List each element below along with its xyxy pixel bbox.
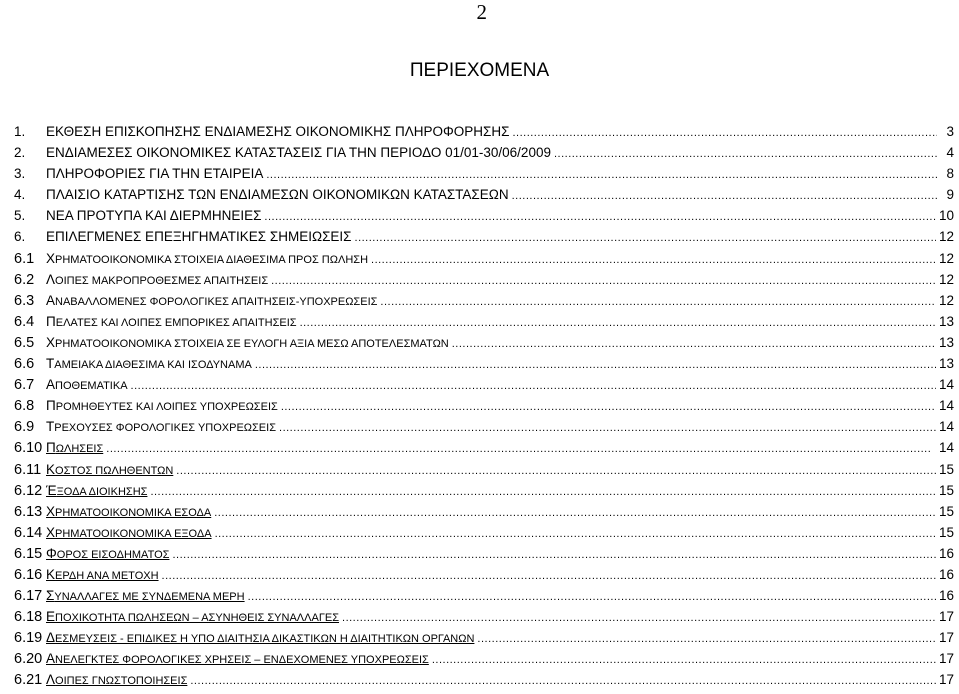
toc-subentry[interactable] [14,672,954,693]
dot-leader [266,169,937,181]
toc-subentry[interactable] [14,398,954,419]
toc-subentry[interactable] [14,588,954,609]
entry-title: ΚΟΣΤΟΣ ΠΩΛΗΘΕΝΤΩΝ [46,461,174,477]
entry-page: 12 [938,229,954,245]
entry-number: 4. [14,187,26,203]
entry-page: 16 [938,545,954,561]
dot-leader [432,654,936,666]
entry-number: 6.19 [14,630,43,647]
dot-leader [342,612,936,624]
entry-title: ΕΚΘΕΣΗ ΕΠΙΣΚΟΠΗΣΗΣ ΕΝΔΙΑΜΕΣΗΣ ΟΙΚΟΝΟΜΙΚΗΣ ΠΛΗΡΟΦΟΡΗΣΗΣ [46,124,510,139]
entry-title: ΧΡΗΜΑΤΟΟΙΚΟΝΟΜΙΚΑ ΕΞΟΔΑ [46,524,212,540]
toc-subentry[interactable] [14,567,954,588]
entry-title: ΠΛΗΡΟΦΟΡΙΕΣ ΓΙΑ ΤΗΝ ΕΤΑΙΡΕΙΑ [46,166,264,182]
dot-leader [554,148,937,160]
dot-leader [281,401,936,413]
dot-leader [300,317,936,329]
toc-entry[interactable] [14,166,954,187]
entry-title: ΛΟΙΠΕΣ ΓΝΩΣΤΟΠΟΙΗΣΕΙΣ [46,672,188,688]
toc-subentry[interactable] [14,251,954,272]
toc-subentry[interactable] [14,651,954,672]
entry-number: 2. [14,145,26,161]
entry-page: 15 [938,461,954,477]
entry-title: ΑΝΑΒΑΛΛΟΜΕΝΕΣ ΦΟΡΟΛΟΓΙΚΕΣ ΑΠΑΙΤΗΣΕΙΣ-ΥΠΟΧΡΕΩΣΕΙΣ [46,292,378,308]
entry-number: 6.5 [14,334,35,351]
dot-leader [255,359,936,371]
entry-number: 6.14 [14,524,43,541]
entry-number: 6.20 [14,651,43,668]
dot-leader [215,528,936,540]
entry-page: 13 [938,334,954,350]
toc-subentry[interactable] [14,440,954,461]
entry-number: 6.7 [14,377,35,394]
dot-leader [477,633,936,645]
table-of-contents [14,124,954,694]
entry-number: 1. [14,124,26,139]
entry-page: 12 [938,292,954,308]
dot-leader [279,422,936,434]
entry-page: 13 [938,313,954,329]
toc-subentry[interactable] [14,546,954,567]
entry-title: ΧΡΗΜΑΤΟΟΙΚΟΝΟΜΙΚΑ ΣΤΟΙΧΕΙΑ ΔΙΑΘΕΣΙΜΑ ΠΡΟΣ ΠΩΛΗΣΗ [46,250,369,266]
toc-entry[interactable] [14,187,954,208]
entry-title: ΧΡΗΜΑΤΟΟΙΚΟΝΟΜΙΚΑ ΣΤΟΙΧΕΙΑ ΣΕ ΕΥΛΟΓΗ ΑΞΙΑ ΜΕΣΩ ΑΠΟΤΕΛΕΣΜΑΤΩΝ [46,334,449,350]
dot-leader [172,549,936,561]
dot-leader [452,338,936,350]
entry-page: 14 [938,419,954,435]
toc-entry[interactable] [14,145,954,166]
entry-page: 9 [946,187,954,203]
entry-number: 6.17 [14,588,43,605]
dot-leader [512,127,937,139]
entry-number: 6.9 [14,419,35,436]
dot-leader [371,254,936,266]
entry-page: 15 [938,503,954,519]
entry-number: 6.2 [14,271,35,288]
entry-number: 6.8 [14,398,35,415]
toc-subentry[interactable] [14,609,954,630]
entry-number: 6.12 [14,482,43,499]
toc-subentry[interactable] [14,419,954,440]
entry-number: 6.16 [14,566,43,583]
dot-leader [162,570,936,582]
entry-page: 12 [938,250,954,266]
entry-title: ΑΝΕΛΕΓΚΤΕΣ ΦΟΡΟΛΟΓΙΚΕΣ ΧΡΗΣΕΙΣ – ΕΝΔΕΧΟΜΕΝΕΣ ΥΠΟΧΡΕΩΣΕΙΣ [46,651,429,667]
entry-title: ΕΠΙΛΕΓΜΕΝΕΣ ΕΠΕΞΗΓΗΜΑΤΙΚΕΣ ΣΗΜΕΙΩΣΕΙΣ [46,229,352,245]
entry-page: 3 [946,124,954,139]
entry-page: 17 [938,672,954,688]
entry-title: ΧΡΗΜΑΤΟΟΙΚΟΝΟΜΙΚΑ ΕΣΟΔΑ [46,503,212,519]
entry-page: 13 [938,356,954,372]
entry-page: 14 [938,398,954,414]
entry-number: 6. [14,229,26,245]
dot-leader [176,465,936,477]
dot-leader [214,507,936,519]
entry-number: 6.1 [14,250,35,267]
toc-subentry[interactable] [14,272,954,293]
entry-number: 6.6 [14,356,35,373]
page-number: 2 [476,0,487,24]
toc-entry[interactable] [14,124,954,145]
toc-subentry[interactable] [14,483,954,504]
entry-page: 8 [946,166,954,182]
toc-subentry[interactable] [14,630,954,651]
entry-page: 12 [938,271,954,287]
entry-title: ΝΕΑ ΠΡΟΤΥΠΑ ΚΑΙ ΔΙΕΡΜΗΝΕΙΕΣ [46,208,262,224]
entry-page: 17 [938,651,954,667]
toc-subentry[interactable] [14,525,954,546]
entry-number: 6.10 [14,440,43,457]
toc-subentry[interactable] [14,293,954,314]
entry-page: 17 [938,630,954,646]
dot-leader [106,443,936,455]
entry-title: ΛΟΙΠΕΣ ΜΑΚΡΟΠΡΟΘΕΣΜΕΣ ΑΠΑΙΤΗΣΕΙΣ [46,271,269,287]
entry-title: ΠΡΟΜΗΘΕΥΤΕΣ ΚΑΙ ΛΟΙΠΕΣ ΥΠΟΧΡΕΩΣΕΙΣ [46,398,278,414]
entry-number: 6.11 [14,461,42,478]
entry-title: ΠΩΛΗΣΕΙΣ [46,440,104,456]
dot-leader [190,675,936,687]
dot-leader [150,486,936,498]
entry-number: 6.21 [14,672,43,689]
entry-title: ΦΟΡΟΣ ΕΙΣΟΔΗΜΑΤΟΣ [46,545,170,561]
entry-title: ΑΠΟΘΕΜΑΤΙΚΑ [46,377,128,393]
toc-subentry[interactable] [14,462,954,483]
entry-title: ΣΥΝΑΛΛΑΓΕΣ ΜΕ ΣΥΝΔΕΜΕΝΑ ΜΕΡΗ [46,588,245,604]
toc-entry[interactable] [14,208,954,229]
entry-title: ΤΡΕΧΟΥΣΕΣ ΦΟΡΟΛΟΓΙΚΕΣ ΥΠΟΧΡΕΩΣΕΙΣ [46,419,277,435]
entry-number: 6.3 [14,292,35,309]
dot-leader [512,190,937,202]
entry-page: 14 [938,377,954,393]
dot-leader [248,591,936,603]
entry-page: 16 [938,588,954,604]
toc-heading: ΠΕΡΙΕΧΟΜΕΝΑ [409,60,550,81]
entry-page: 14 [938,440,954,456]
entry-number: 6.18 [14,609,43,626]
entry-number: 6.4 [14,313,35,330]
dot-leader [264,211,936,223]
entry-title: ΈΞΟΔΑ ΔΙΟΙΚΗΣΗΣ [46,482,148,498]
toc-subentry[interactable] [14,504,954,525]
dot-leader [271,275,936,287]
entry-page: 17 [938,609,954,625]
entry-title: ΔΕΣΜΕΥΣΕΙΣ - ΕΠΙΔΙΚΕΣ Η ΥΠΟ ΔΙΑΙΤΗΣΙΑ ΔΙΚΑΣΤΙΚΩΝ Η ΔΙΑΙΤΗΤΙΚΩΝ ΟΡΓΑΝΩΝ [46,630,475,646]
entry-title: ΚΕΡΔΗ ΑΝΑ ΜΕΤΟΧΗ [46,566,159,582]
toc-subentry[interactable] [14,356,954,377]
entry-title: ΕΠΟΧΙΚΟΤΗΤΑ ΠΩΛΗΣΕΩΝ – ΑΣΥΝΗΘΕΙΣ ΣΥΝΑΛΛΑΓΕΣ [46,609,340,625]
entry-title: ΠΛΑΙΣΙΟ ΚΑΤΑΡΤΙΣΗΣ ΤΩΝ ΕΝΔΙΑΜΕΣΩΝ ΟΙΚΟΝΟΜΙΚΩΝ ΚΑΤΑΣΤΑΣΕΩΝ [46,187,509,203]
entry-page: 15 [938,524,954,540]
entry-title: ΠΕΛΑΤΕΣ ΚΑΙ ΛΟΙΠΕΣ ΕΜΠΟΡΙΚΕΣ ΑΠΑΙΤΗΣΕΙΣ [46,313,297,329]
entry-number: 6.15 [14,545,43,562]
entry-page: 16 [938,566,954,582]
toc-entry[interactable] [14,229,954,250]
dot-leader [355,232,936,244]
dot-leader [131,380,936,392]
dot-leader [380,296,936,308]
entry-number: 3. [14,166,26,182]
toc-subentry[interactable] [14,314,954,335]
entry-page: 4 [946,145,954,161]
entry-number: 5. [14,208,26,224]
entry-number: 6.13 [14,503,43,520]
entry-title: ΕΝΔΙΑΜΕΣΕΣ ΟΙΚΟΝΟΜΙΚΕΣ ΚΑΤΑΣΤΑΣΕΙΣ ΓΙΑ ΤΗΝ ΠΕΡΙΟΔΟ 01/01-30/06/2009 [46,145,551,161]
entry-page: 10 [938,208,954,224]
entry-page: 15 [938,482,954,498]
entry-title: ΤΑΜΕΙΑΚΑ ΔΙΑΘΕΣΙΜΑ ΚΑΙ ΙΣΟΔΥΝΑΜΑ [46,356,252,372]
toc-subentry[interactable] [14,335,954,356]
toc-subentry[interactable] [14,377,954,398]
